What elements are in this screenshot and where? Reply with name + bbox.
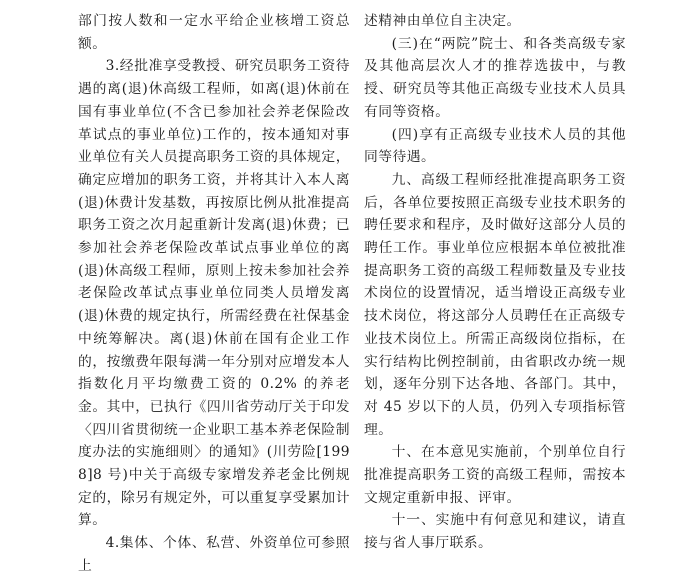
left-column bbox=[78, 10, 350, 578]
right-column bbox=[364, 10, 626, 555]
paragraph-article-11: 十一、实施中有何意见和建议，请直接与省人事厅联系。 bbox=[364, 512, 626, 552]
paragraph-continuation: 述精神由单位自主决定。 bbox=[364, 13, 521, 29]
paragraph-article-9: 九、高级工程师经批准提高职务工资后，各单位要按照正高级专业技术职务的聘任要求和程序，及时做好这部分人员的聘任工作。事业单位应根据本单位被批准提高职务工资的高级工程师数量及专业技术岗位的设置情况，适当增设正高级专业技术岗位，将这部分人员聘任在正高级专业技术岗位上。所需正高级岗位指标，在实行结构比例控制前，由省职改办统一规划，逐年分别下达各地、各部门。其中，对 45 岁以下的人员，仍列入专项指标管理。 bbox=[364, 171, 626, 438]
paragraph-section-3: (三)在“两院”院士、和各类高级专家及其他高层次人才的推荐选拔中，与教授、研究员等其他正高级专业技术人员具有同等资格。 bbox=[364, 35, 626, 120]
paragraph-item-3: 3.经批准享受教授、研究员职务工资待遇的离(退)休高级工程师，如离(退)休前在国有事业单位(不含已参加社会养老保险改革试点的事业单位)工作的，按本通知对事业单位有关人员提高职务工资的具体规定，确定应增加的职务工资，并将其计入本人离(退)休费计发基数，再按原比例从批准提高职务工资之次月起重新计发离(退)休费；已参加社会养老保险改革试点事业单位的离(退)休高级工程师，原则上按未参加社会养老保险改革试点事业单位同类人员增发离(退)休费的规定执行，所需经费在社保基金中统筹解决。离(退)休前在国有企业工作的，按缴费年限每满一年分别对应增发本人指数化月平均缴费工资的 0.2% 的养老金。其中，已执行《四川省劳动厅关于印发〈四川省贯彻统一企业职工基本养老保险制度办法的实施细则〉的通知》(川劳险[1998]8 号)中关于高级专家增发养老金比例规定的，除另有规定外，可以重复享受累加计算。 bbox=[78, 58, 350, 529]
paragraph-article-10: 十、在本意见实施前，个别单位自行批准提高职务工资的高级工程师，需按本文规定重新申报、评审。 bbox=[364, 444, 626, 506]
paragraph-item-4: 4.集体、个体、私营、外资单位可参照上 bbox=[78, 535, 350, 574]
paragraph-continuation: 部门按人数和一定水平给企业核增工资总额。 bbox=[78, 13, 350, 52]
paragraph-section-4: (四)享有正高级专业技术人员的其他同等待遇。 bbox=[364, 126, 626, 166]
